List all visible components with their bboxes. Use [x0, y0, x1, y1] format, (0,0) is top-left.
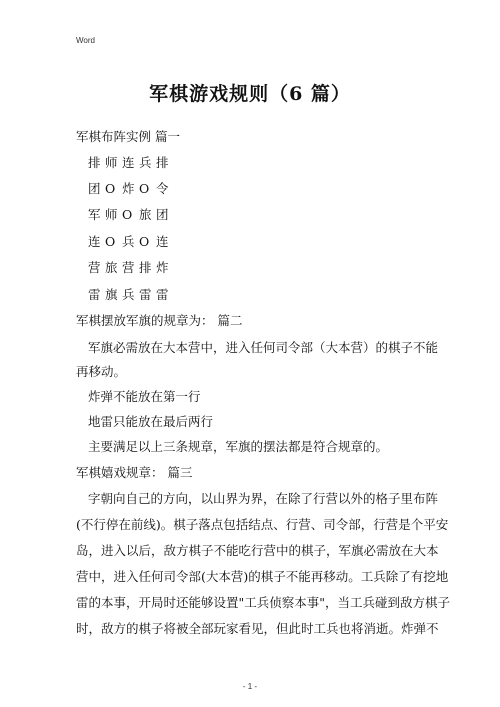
formation-cell: 炸 — [156, 260, 169, 275]
formation-cell: 兵 — [122, 287, 135, 302]
formation-cell: 雷 — [88, 287, 101, 302]
paragraph: 炸弹不能放在第一行 — [88, 389, 201, 404]
formation-cell: O — [139, 234, 150, 249]
paragraph-line: (不行停在前线)。棋子落点包括结点、行营、司令部，行营是个平安 — [76, 517, 449, 532]
document-title: 军棋游戏规则（6 篇） — [149, 83, 351, 105]
formation-row — [88, 153, 173, 171]
formation-row — [88, 285, 173, 303]
formation-row — [88, 232, 173, 250]
formation-cell: 营 — [88, 260, 101, 275]
paragraph-line: 岛，进入以后，敌方棋子不能吃行营中的棋子，军旗必需放在大本 — [76, 543, 439, 558]
formation-cell: O — [122, 207, 133, 222]
section-heading-3: 军棋嬉戏规章： 篇三 — [76, 465, 193, 480]
formation-cell: 排 — [139, 260, 152, 275]
formation-cell: 排 — [88, 155, 101, 170]
formation-row — [88, 258, 173, 276]
formation-cell: 旅 — [105, 260, 118, 275]
paragraph-line: 时，敌方的棋子将被全部玩家看见，但此时工兵也将消逝。炸弹不 — [76, 621, 439, 636]
formation-cell: 团 — [156, 207, 169, 222]
formation-cell: 旗 — [105, 287, 118, 302]
paragraph: 地雷只能放在最后两行 — [88, 414, 214, 429]
formation-cell: 师 — [105, 207, 118, 222]
app-label: Word — [76, 36, 95, 45]
formation-cell: 兵 — [122, 234, 135, 249]
formation-cell: 雷 — [139, 287, 152, 302]
formation-cell: 军 — [88, 207, 101, 222]
section-heading-1: 军棋布阵实例 篇一 — [76, 129, 180, 144]
paragraph-line: 雷的本事，开局时还能够设置"工兵侦察本事"，当工兵碰到敌方棋子 — [76, 595, 451, 610]
formation-cell: 连 — [156, 234, 169, 249]
paragraph-line: 再移动。 — [76, 364, 127, 379]
formation-cell: 兵 — [139, 155, 152, 170]
formation-cell: O — [105, 234, 116, 249]
formation-row — [88, 179, 173, 197]
formation-cell: O — [139, 181, 150, 196]
section-heading-2: 军棋摆放军旗的规章为： 篇二 — [76, 313, 243, 328]
formation-cell: 团 — [88, 181, 101, 196]
formation-cell: 旅 — [139, 207, 152, 222]
formation-cell: O — [105, 181, 116, 196]
formation-cell: 营 — [122, 260, 135, 275]
formation-cell: 连 — [88, 234, 101, 249]
formation-row — [88, 205, 173, 223]
formation-cell: 雷 — [156, 287, 169, 302]
paragraph-line: 字朝向自己的方向，以山界为界，在除了行营以外的格子里布阵 — [88, 491, 439, 506]
page-number: - 1 - — [242, 682, 258, 691]
formation-cell: 师 — [105, 155, 118, 170]
paragraph-line: 军旗必需放在大本营中，进入任何司令部（大本营）的棋子不能 — [88, 340, 439, 355]
formation-cell: 炸 — [122, 181, 135, 196]
formation-cell: 排 — [156, 155, 169, 170]
paragraph: 主要满足以上三条规章，军旗的摆法都是符合规章的。 — [88, 439, 389, 454]
formation-cell: 连 — [122, 155, 135, 170]
paragraph-line: 营中，进入任何司令部(大本营)的棋子不能再移动。工兵除了有挖地 — [76, 569, 449, 584]
formation-cell: 令 — [156, 181, 169, 196]
